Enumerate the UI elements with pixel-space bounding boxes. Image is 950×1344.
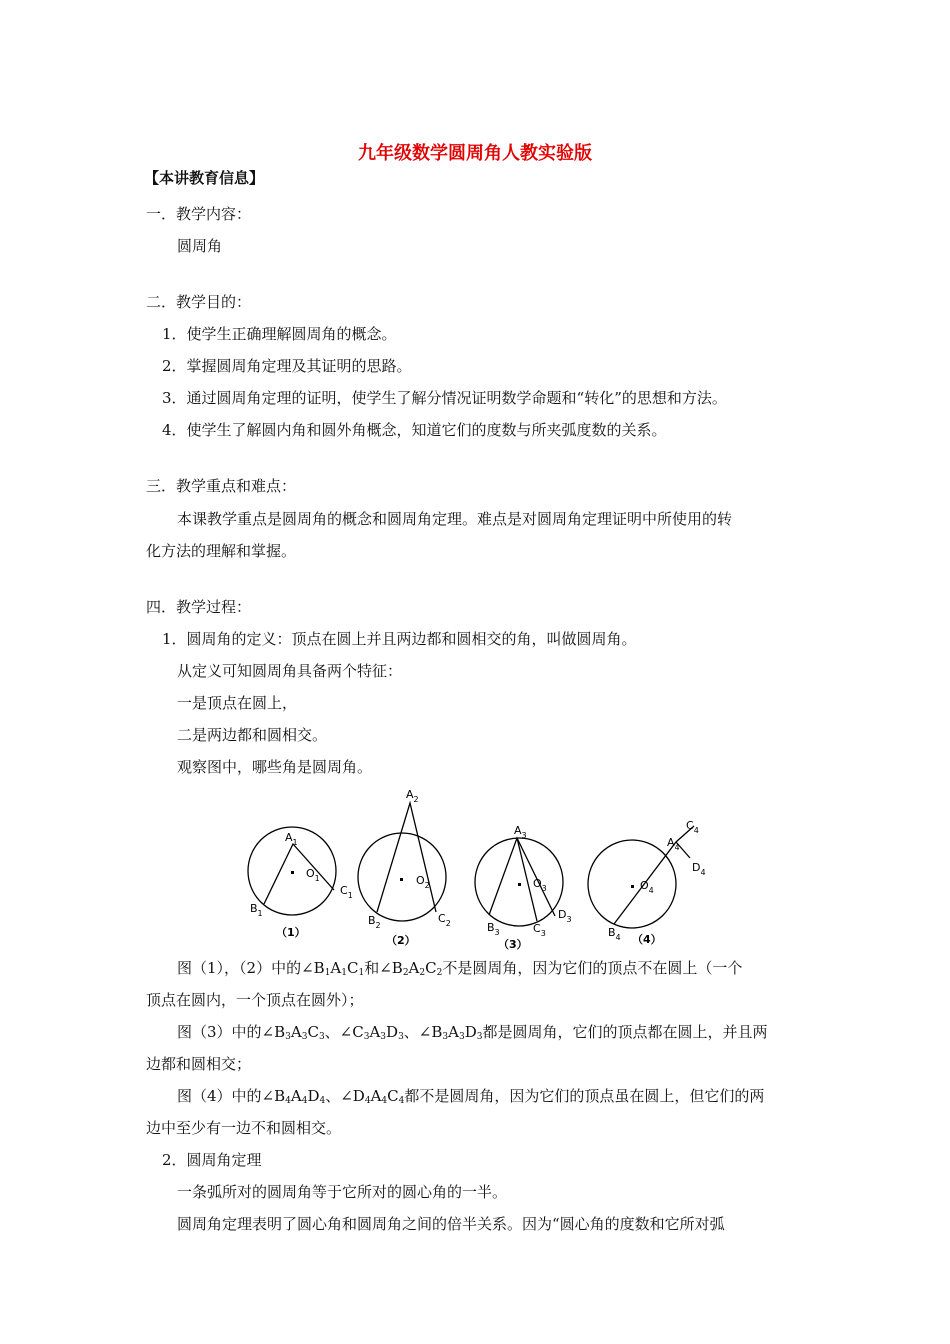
s3-para-line1: 本课教学重点是圆周角的概念和圆周角定理。难点是对圆周角定理证明中所使用的转 bbox=[177, 510, 733, 528]
fig3-label-d: $D_3$ bbox=[558, 908, 572, 924]
s4-from-def: 从定义可知圆周角具备两个特征： bbox=[177, 662, 403, 680]
document-title: 九年级数学圆周角人教实验版 bbox=[358, 143, 592, 164]
fig3-caption: （3） bbox=[498, 938, 528, 951]
fig3-label-a: $A_3$ bbox=[514, 824, 527, 840]
fig3-label-c: $C_3$ bbox=[533, 922, 546, 938]
theorem-heading: 2．圆周角定理 bbox=[162, 1151, 262, 1169]
fig3-label-b: $B_3$ bbox=[487, 921, 500, 937]
fig4-label-o: $O_4$ bbox=[640, 879, 654, 895]
fig3-label-o: $O_3$ bbox=[533, 877, 547, 893]
fig3-explanation-line2: 边都和圆相交； bbox=[146, 1055, 252, 1073]
s1-body: 圆周角 bbox=[177, 237, 223, 255]
fig3-explanation-line1: 图（3）中的$\angle B_3A_3C_3$、$\angle C_3A_3D_3$、$\angle B_3A_3D_3$都是圆周角，它们的顶点都在圆上，并且两 bbox=[177, 1023, 768, 1042]
s2-item-2: 2．掌握圆周角定理及其证明的思路。 bbox=[162, 357, 412, 375]
fig12-explanation-line2: 顶点在圆内，一个顶点在圆外）； bbox=[146, 991, 364, 1009]
s4-observe: 观察图中，哪些角是圆周角。 bbox=[177, 758, 373, 776]
theorem-explanation: 圆周角定理表明了圆心角和圆周角之间的倍半关系。因为“圆心角的度数和它所对弧 bbox=[177, 1215, 725, 1233]
s2-item-3: 3．通过圆周角定理的证明，使学生了解分情况证明数学命题和“转化”的思想和方法。 bbox=[162, 389, 727, 407]
s1-heading: 一．教学内容： bbox=[146, 205, 252, 223]
fig2-label-o: $O_2$ bbox=[416, 874, 430, 890]
s2-item-4: 4．使学生了解圆内角和圆外角概念，知道它们的度数与所夹弧度数的关系。 bbox=[162, 421, 667, 439]
s4-feature-2: 二是两边都和圆相交。 bbox=[177, 726, 328, 744]
s4-feature-1: 一是顶点在圆上， bbox=[177, 694, 298, 712]
fig2-label-a: $A_2$ bbox=[406, 788, 419, 804]
fig2-label-b: $B_2$ bbox=[368, 914, 381, 930]
fig1-caption: （1） bbox=[276, 926, 306, 939]
fig1-label-c: $C_1$ bbox=[340, 884, 353, 900]
s2-item-1: 1．使学生正确理解圆周角的概念。 bbox=[162, 325, 397, 343]
fig4-label-b: $B_4$ bbox=[608, 926, 621, 942]
fig4-explanation-line1: 图（4）中的$\angle B_4A_4D_4$、$\angle D_4A_4C_4$都不是圆周角，因为它们的顶点虽在圆上，但它们的两 bbox=[177, 1087, 765, 1106]
theorem-statement: 一条弧所对的圆周角等于它所对的圆心角的一半。 bbox=[177, 1183, 508, 1201]
fig4-label-d: $D_4$ bbox=[692, 861, 706, 877]
fig12-explanation-line1: 图（1），（2）中的$\angle B_1A_1C_1$和$\angle B_2A_2C_2$不是圆周角，因为它们的顶点不在圆上（一个 bbox=[177, 959, 743, 978]
s4-definition: 1．圆周角的定义：顶点在圆上并且两边都和圆相交的角，叫做圆周角。 bbox=[162, 630, 637, 648]
s2-heading: 二．教学目的： bbox=[146, 293, 252, 311]
s4-heading: 四．教学过程： bbox=[146, 598, 252, 616]
fig2-caption: （2） bbox=[386, 934, 416, 947]
s3-para-line2: 化方法的理解和掌握。 bbox=[146, 542, 297, 560]
fig4-label-c: $C_4$ bbox=[686, 819, 699, 835]
fig4-label-a: $A_4$ bbox=[667, 836, 680, 852]
fig2-label-c: $C_2$ bbox=[438, 912, 451, 928]
section-header: 【本讲教育信息】 bbox=[144, 169, 265, 187]
fig4-caption: （4） bbox=[632, 933, 662, 946]
circles-figure bbox=[240, 786, 720, 952]
fig4-explanation-line2: 边中至少有一边不和圆相交。 bbox=[146, 1119, 342, 1137]
fig1-label-a: $A_1$ bbox=[285, 831, 298, 847]
fig1-label-o: $O_1$ bbox=[306, 867, 320, 883]
fig1-label-b: $B_1$ bbox=[250, 902, 263, 918]
s3-heading: 三．教学重点和难点： bbox=[146, 477, 297, 495]
